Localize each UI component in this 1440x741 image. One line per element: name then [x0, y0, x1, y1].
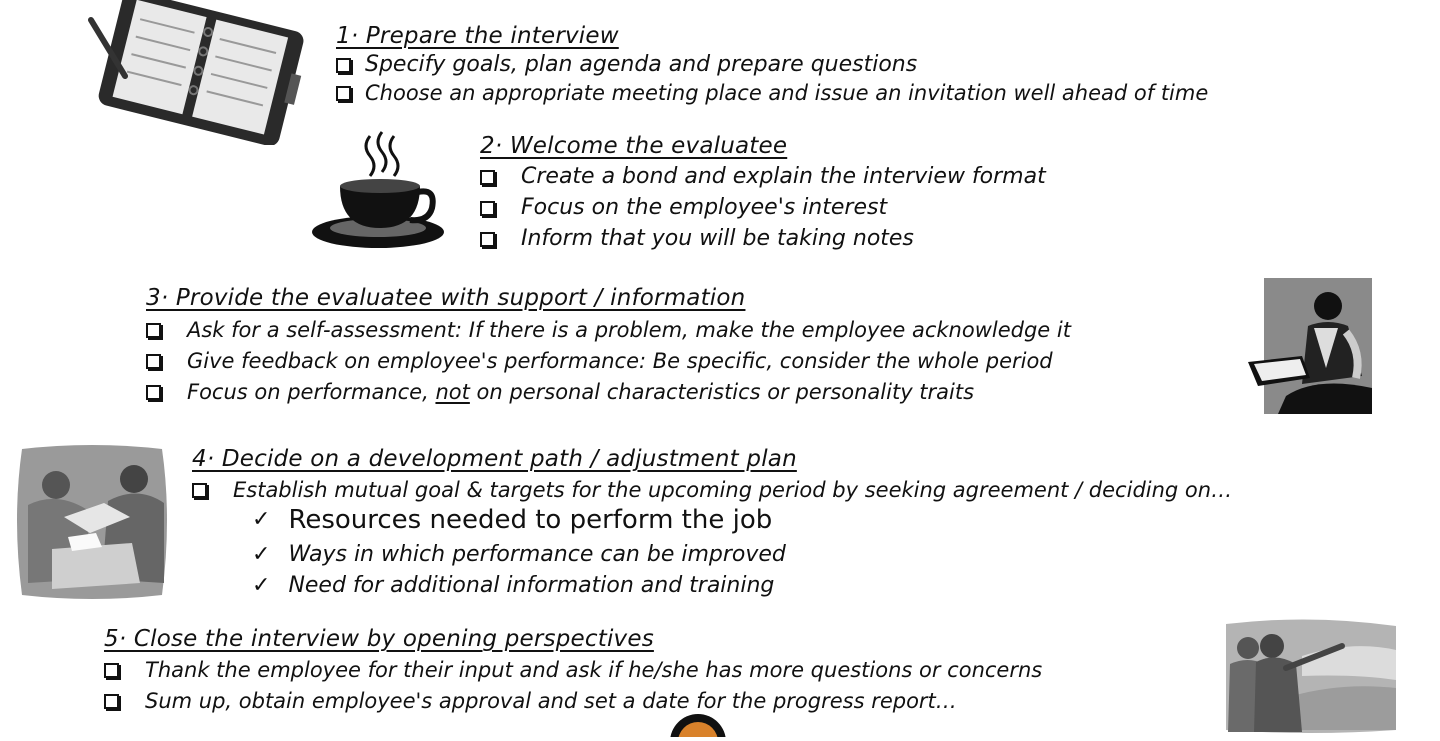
checkbox-bullet: [146, 354, 161, 369]
section-1-item-1: [336, 51, 917, 79]
checkbox-bullet: [146, 385, 161, 400]
checkbox-bullet: [336, 58, 351, 73]
section-4-check-1: [252, 506, 772, 534]
section-5-item-2: [104, 687, 957, 715]
item-text: Establish mutual goal & targets for the upcoming period by seeking agreement / deciding on…: [233, 478, 1233, 502]
item-text: Sum up, obtain employee's approval and set a date for the progress report…: [145, 689, 957, 713]
item-text: Choose an appropriate meeting place and issue an invitation well ahead of time: [365, 81, 1209, 105]
section-4-check-2: [252, 541, 786, 569]
checkmark-icon: ✓: [252, 542, 271, 567]
checkbox-bullet: [480, 232, 495, 247]
item-text: Ask for a self-assessment: If there is a problem, make the employee acknowledge it: [187, 318, 1071, 342]
check-text: Resources needed to perform the job: [288, 505, 773, 535]
checkbox-bullet: [146, 323, 161, 338]
section-3-item-1: [146, 316, 1071, 344]
item-text: Specify goals, plan agenda and prepare questions: [365, 52, 918, 77]
checkbox-bullet: [104, 694, 119, 709]
section-3-title: 3· Provide the evaluatee with support / information: [146, 285, 746, 311]
section-4-title: 4· Decide on a development path / adjustment plan: [192, 446, 797, 472]
checkmark-icon: ✓: [252, 573, 271, 598]
section-3-item-3: [146, 378, 974, 406]
item-text-after: on personal characteristics or personality traits: [469, 380, 975, 404]
item-text: Thank the employee for their input and ask if he/she has more questions or concerns: [145, 658, 1043, 682]
check-text: Need for additional information and training: [288, 573, 775, 598]
check-text: Ways in which performance can be improved: [288, 542, 786, 567]
checkbox-bullet: [104, 663, 119, 678]
section-1-title: 1· Prepare the interview: [336, 23, 619, 49]
section-2-item-3: [480, 225, 914, 253]
checkbox-bullet: [336, 86, 351, 101]
section-3-item-2: [146, 347, 1053, 375]
item-text-emphasis: not: [435, 380, 470, 404]
section-2-item-1: [480, 163, 1046, 191]
section-4-check-3: [252, 572, 774, 600]
section-5-item-1: [104, 656, 1042, 684]
people-looking-ahead-icon: [1222, 616, 1400, 734]
section-4-item-1: [192, 476, 1232, 504]
business-meeting-icon: [12, 445, 172, 600]
item-text: Give feedback on employee's performance: Be specific, consider the whole period: [187, 349, 1053, 373]
section-5-title: 5· Close the interview by opening perspectives: [104, 626, 654, 652]
section-2-title: 2· Welcome the evaluatee: [480, 133, 788, 159]
item-text: Create a bond and explain the interview format: [521, 164, 1046, 189]
checkbox-bullet: [480, 201, 495, 216]
checkbox-bullet: [480, 170, 495, 185]
person-reading-icon: [1246, 278, 1374, 414]
badge-icon: [668, 712, 728, 737]
coffee-cup-icon: [310, 128, 450, 253]
item-text-before: Focus on performance,: [187, 380, 436, 404]
checkmark-icon: ✓: [252, 507, 271, 532]
section-2-item-2: [480, 194, 887, 222]
planner-notebook-icon: [85, 0, 305, 145]
section-1-item-2: [336, 79, 1208, 107]
item-text: Focus on the employee's interest: [521, 195, 888, 220]
item-text: Inform that you will be taking notes: [521, 226, 914, 251]
checkbox-bullet: [192, 483, 207, 498]
